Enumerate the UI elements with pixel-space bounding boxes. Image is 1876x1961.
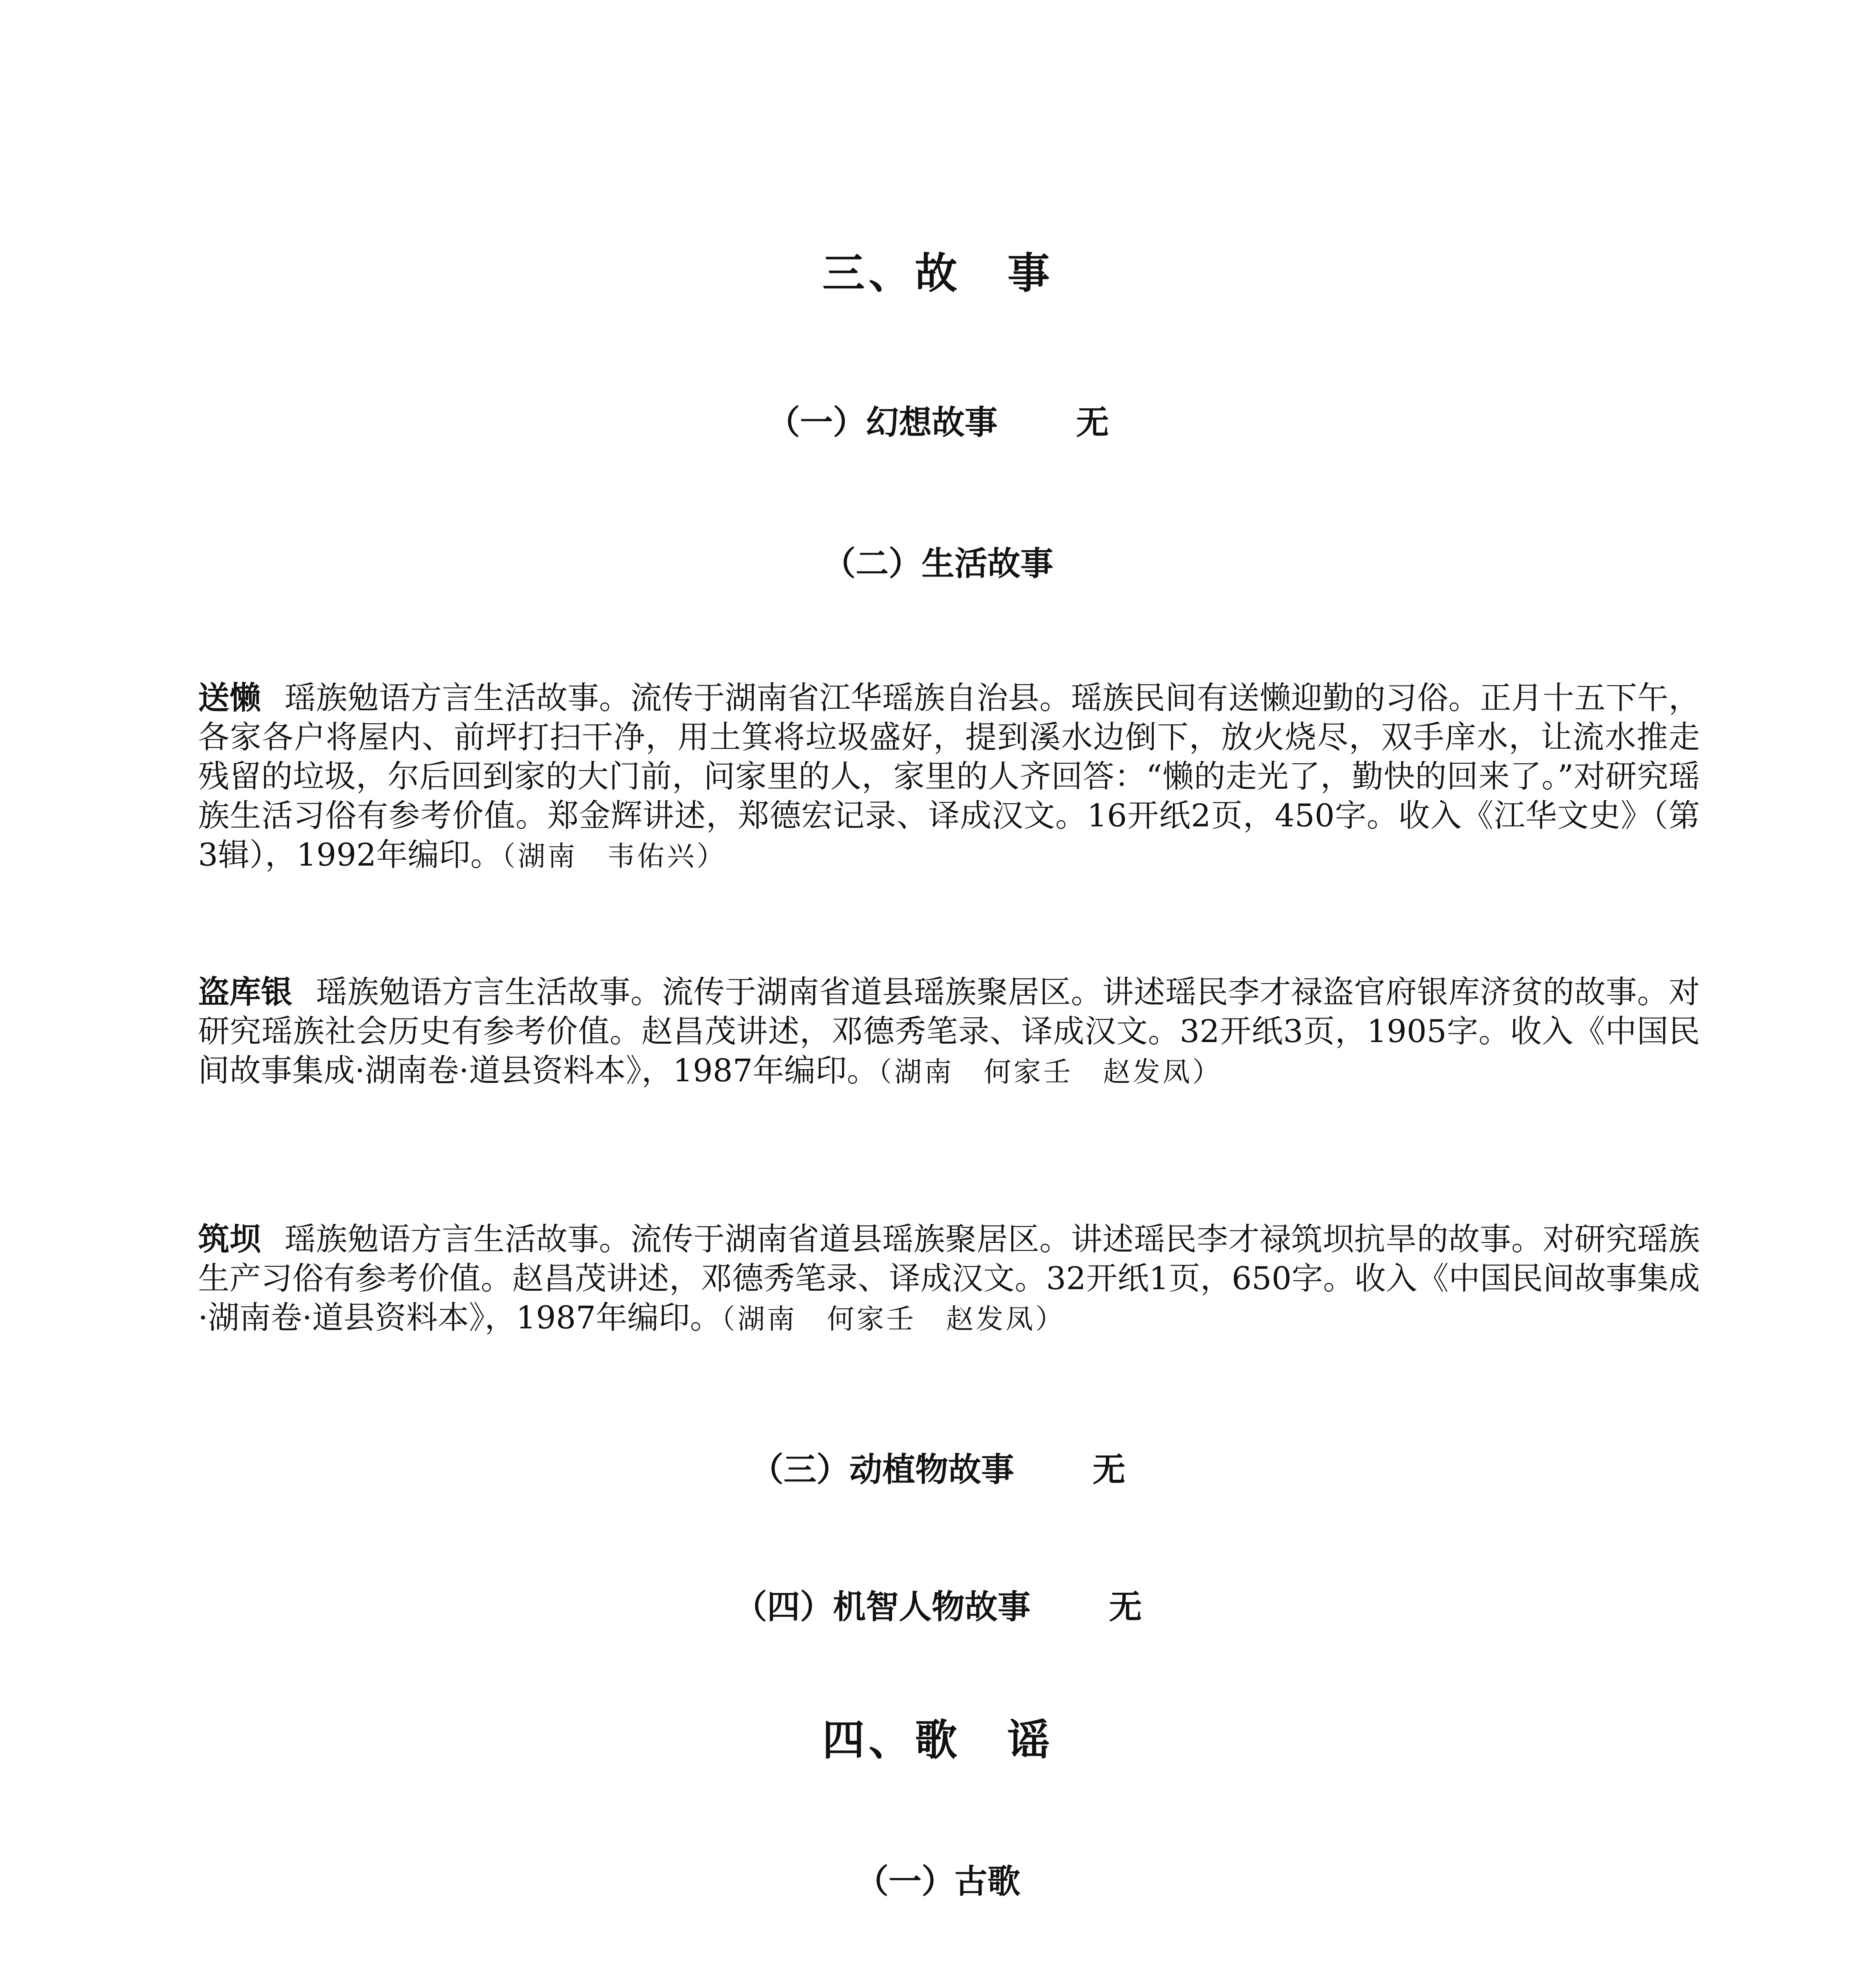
- section-title-text: （三）动植物故事: [750, 1450, 1014, 1489]
- entry-dao-ku-yin: [198, 973, 1700, 1091]
- section-title-life-stories: （二）生活故事: [822, 544, 1053, 583]
- entry-song-lan: [198, 679, 1700, 876]
- section-title-wit-stories: [0, 1581, 1876, 1628]
- section-title-ancient-songs: （一）古歌: [855, 1862, 1020, 1901]
- entry-headword: 盗库银: [198, 974, 293, 1010]
- entry-credit: （湖南 韦佑兴）: [502, 840, 727, 872]
- entry-body: 瑶族勉语方言生活故事。流传于湖南省道县瑶族聚居区。讲述瑶民李才禄筑坝抗旱的故事。对研究瑶族生产习俗有参考价值。赵昌茂讲述，邓德秀笔录、译成汉文。32开纸1页，650字。收入《中国民间故事集成·湖南卷·道县资料本》，1987年编印。: [198, 1221, 1700, 1336]
- section-none-marker: 无: [1076, 403, 1109, 442]
- section-title-text: （四）机智人物故事: [734, 1588, 1031, 1626]
- entry-body: 瑶族勉语方言生活故事。流传于湖南省江华瑶族自治县。瑶族民间有送懒迎勤的习俗。正月十五下午，各家各户将屋内、前坪打扫干净，用土箕将垃圾盛好，提到溪水边倒下，放火烧尽，双手庠水，让流水推走残留的垃圾，尔后回到家的大门前，问家里的人，家里的人齐回答：“懒的走光了，勤快的回来了。”对研究瑶族生活习俗有参考价值。郑金辉讲述，郑德宏记录、译成汉文。16开纸2页，450字。收入《江华文史》（第3辑），1992年编印。: [198, 680, 1700, 873]
- entry-headword: 筑坝: [198, 1221, 261, 1257]
- entry-credit: （湖南 何家壬 赵发凤）: [721, 1303, 1065, 1335]
- section-none-marker: 无: [1093, 1450, 1126, 1489]
- entry-zhu-ba: [198, 1220, 1700, 1339]
- entry-headword: 送懒: [198, 680, 261, 716]
- section-title-text: （一）幻想故事: [767, 403, 998, 442]
- section-title-animal-plant-stories: [0, 1443, 1876, 1491]
- section-title-fantasy-stories: [0, 396, 1876, 444]
- entry-credit: （湖南 何家壬 赵发凤）: [878, 1056, 1222, 1088]
- part-title-stories: 三、故 事: [822, 249, 1054, 298]
- section-none-marker: 无: [1109, 1588, 1142, 1626]
- part-title-ballads: 四、歌 谣: [822, 1716, 1054, 1765]
- entry-body: 瑶族勉语方言生活故事。流传于湖南省道县瑶族聚居区。讲述瑶民李才禄盗官府银库济贫的故事。对研究瑶族社会历史有参考价值。赵昌茂讲述，邓德秀笔录、译成汉文。32开纸3页，1905字。收入《中国民间故事集成·湖南卷·道县资料本》，1987年编印。: [198, 974, 1700, 1089]
